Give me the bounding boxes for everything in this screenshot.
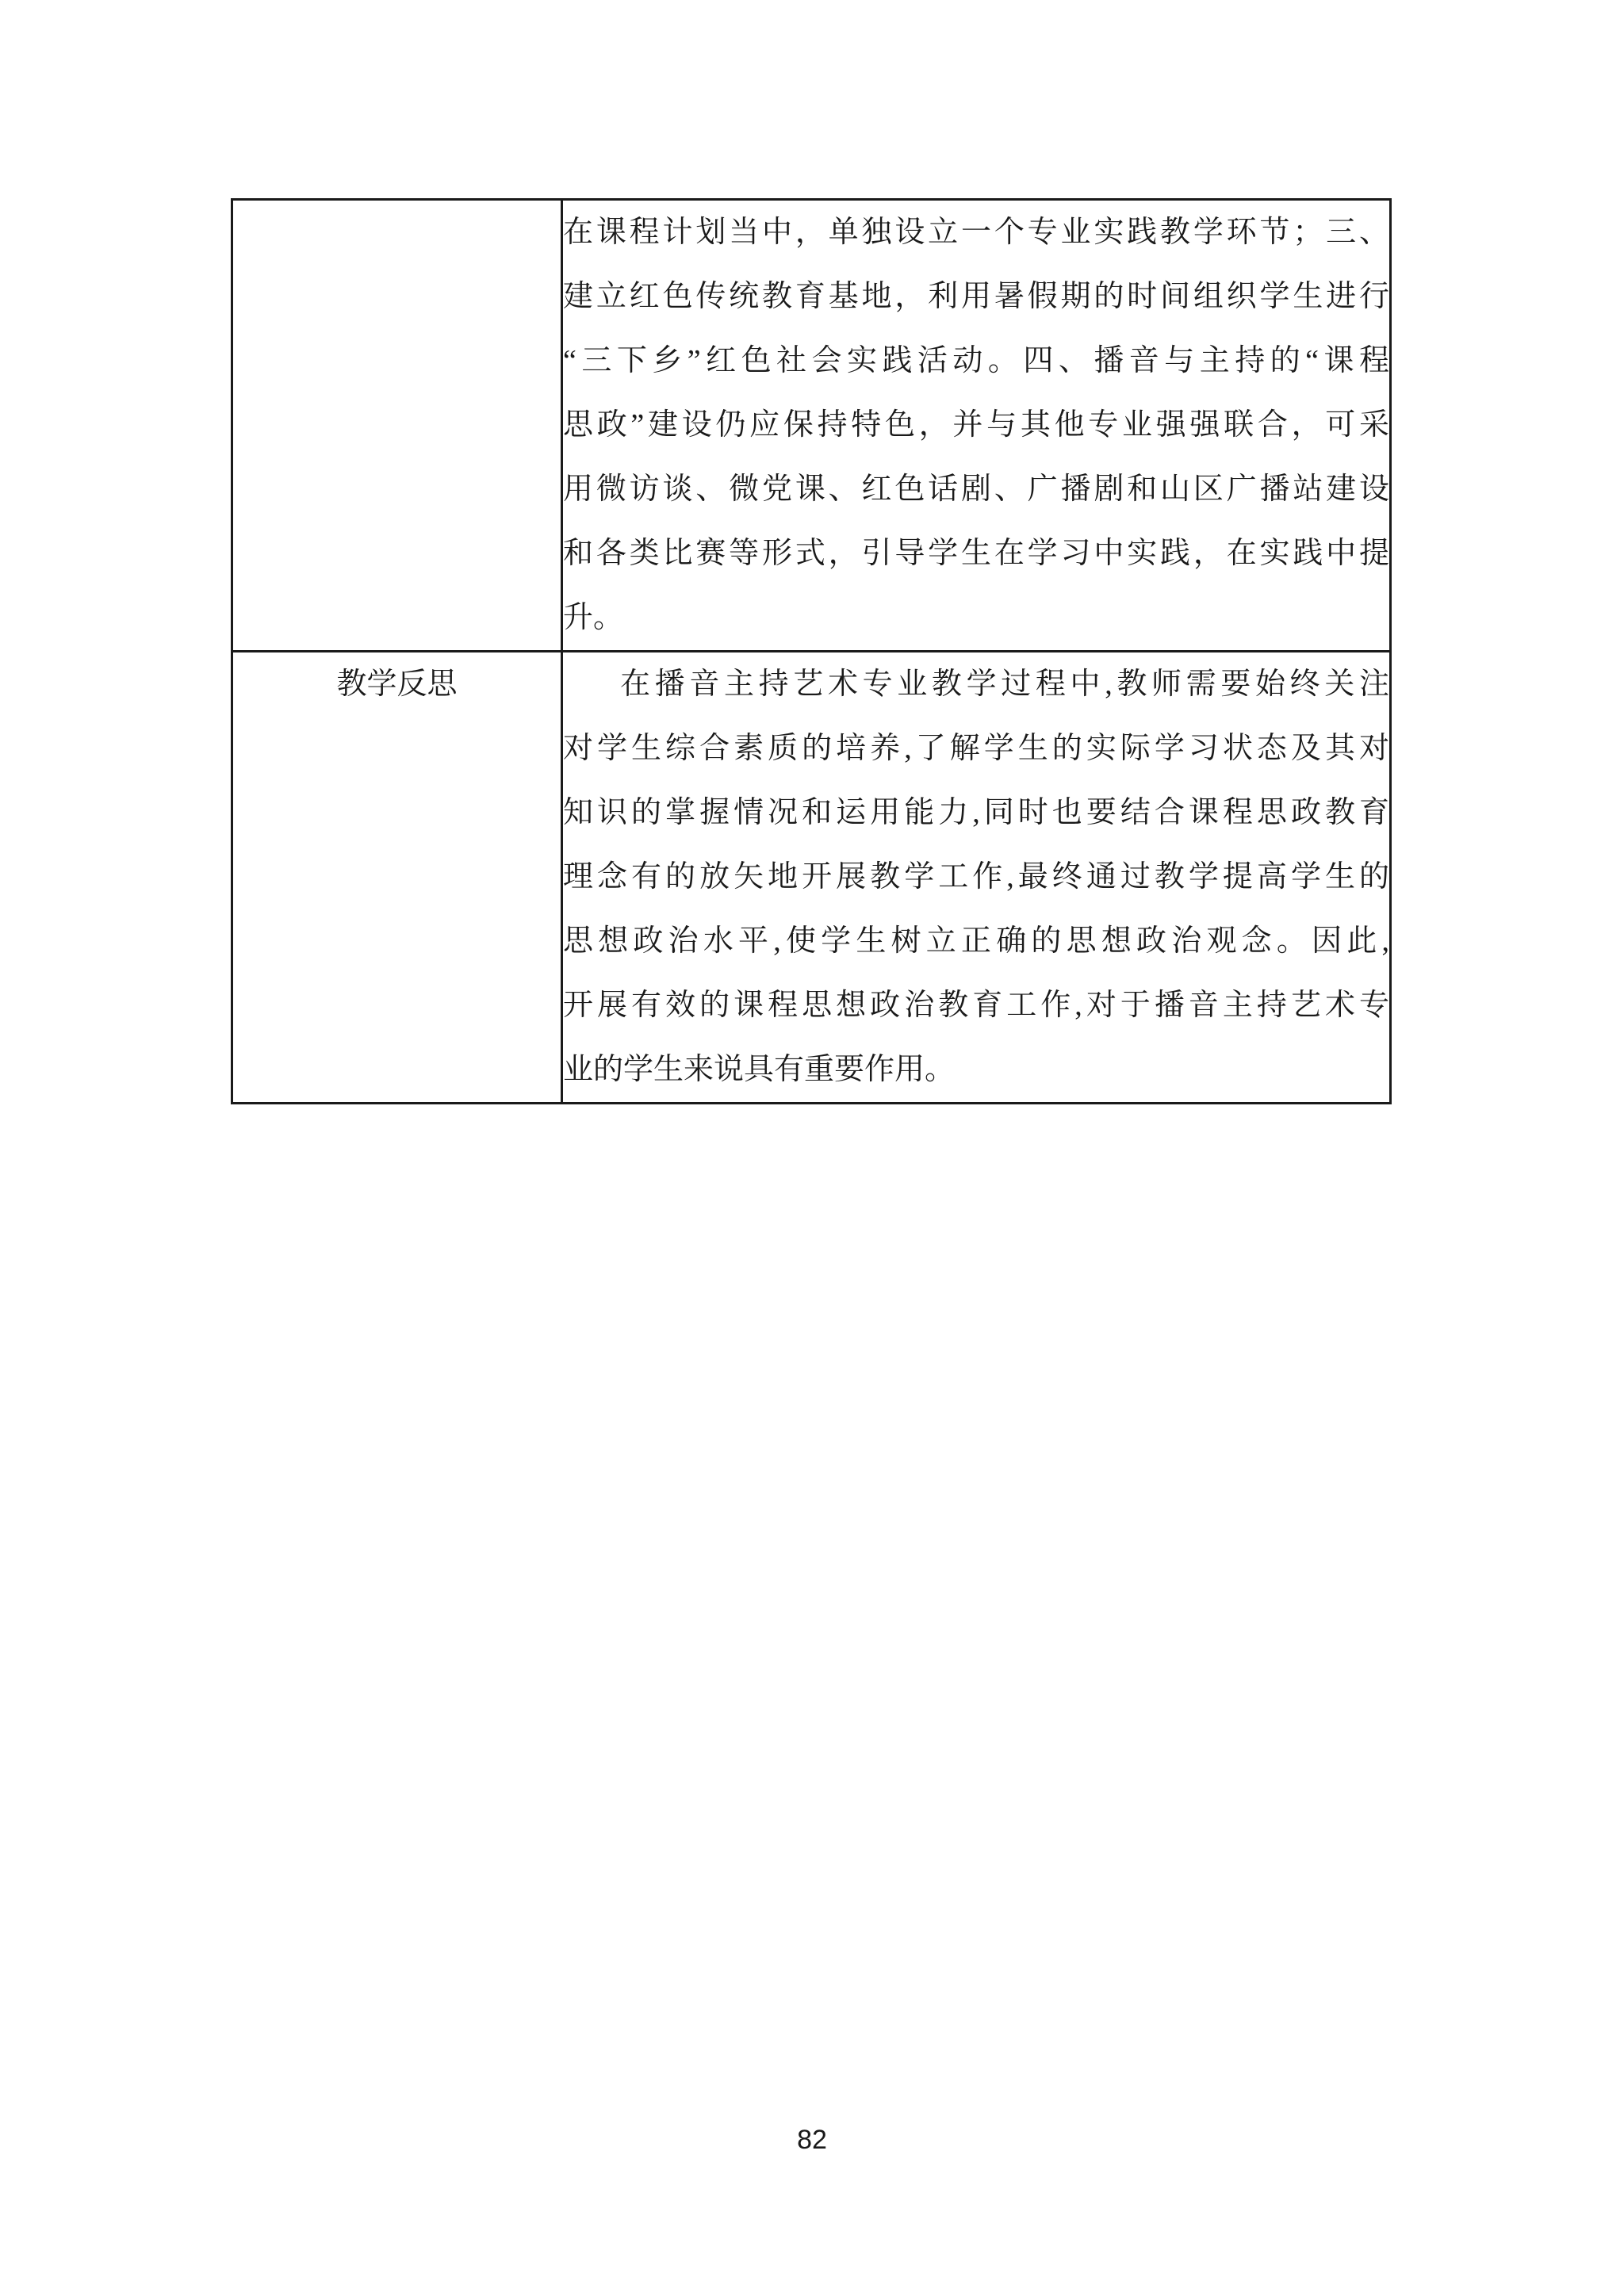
text-line: 在播音主持艺术专业教学过程中,教师需要始终关注 — [620, 668, 1389, 701]
text-line: 对学生综合素质的培养,了解学生的实际学习状态及其对 — [563, 732, 1389, 765]
row-label: 教学反思 — [336, 668, 458, 701]
text-line: 在课程计划当中，单独设立一个专业实践教学环节；三、 — [563, 216, 1389, 249]
table-body — [232, 200, 1391, 1104]
text-line: 和各类比赛等形式，引导学生在学习中实践，在实践中提 — [563, 537, 1389, 570]
row-label — [233, 201, 561, 265]
text-line: 升。 — [563, 601, 624, 634]
text-line: 理念有的放矢地开展教学工作,最终通过教学提高学生的 — [563, 860, 1389, 894]
row-content-cell — [562, 652, 1391, 1104]
page-number: 82 — [797, 2125, 827, 2155]
text-line: 开展有效的课程思想政治教育工作,对于播音主持艺术专 — [563, 989, 1389, 1022]
table-row — [232, 652, 1391, 1104]
text-line: 思政”建设仍应保持特色，并与其他专业强强联合，可采 — [563, 408, 1389, 442]
text-line: 业的学生来说具有重要作用。 — [563, 1053, 956, 1086]
text-line: 用微访谈、微党课、红色话剧、广播剧和山区广播站建设 — [563, 473, 1389, 506]
text-line: 建立红色传统教育基地，利用暑假期的时间组织学生进行 — [563, 280, 1389, 313]
row-label-cell — [232, 652, 562, 1104]
text-line: “三下乡”红色社会实践活动。四、播音与主持的“课程 — [563, 344, 1389, 377]
text-line: 知识的掌握情况和运用能力,同时也要结合课程思政教育 — [563, 796, 1389, 829]
row-label-cell — [232, 200, 562, 652]
text-line: 思想政治水平,使学生树立正确的思想政治观念。因此, — [563, 924, 1389, 958]
lesson-plan-table — [231, 198, 1392, 1104]
table-row — [232, 200, 1391, 652]
row-content-cell — [562, 200, 1391, 652]
